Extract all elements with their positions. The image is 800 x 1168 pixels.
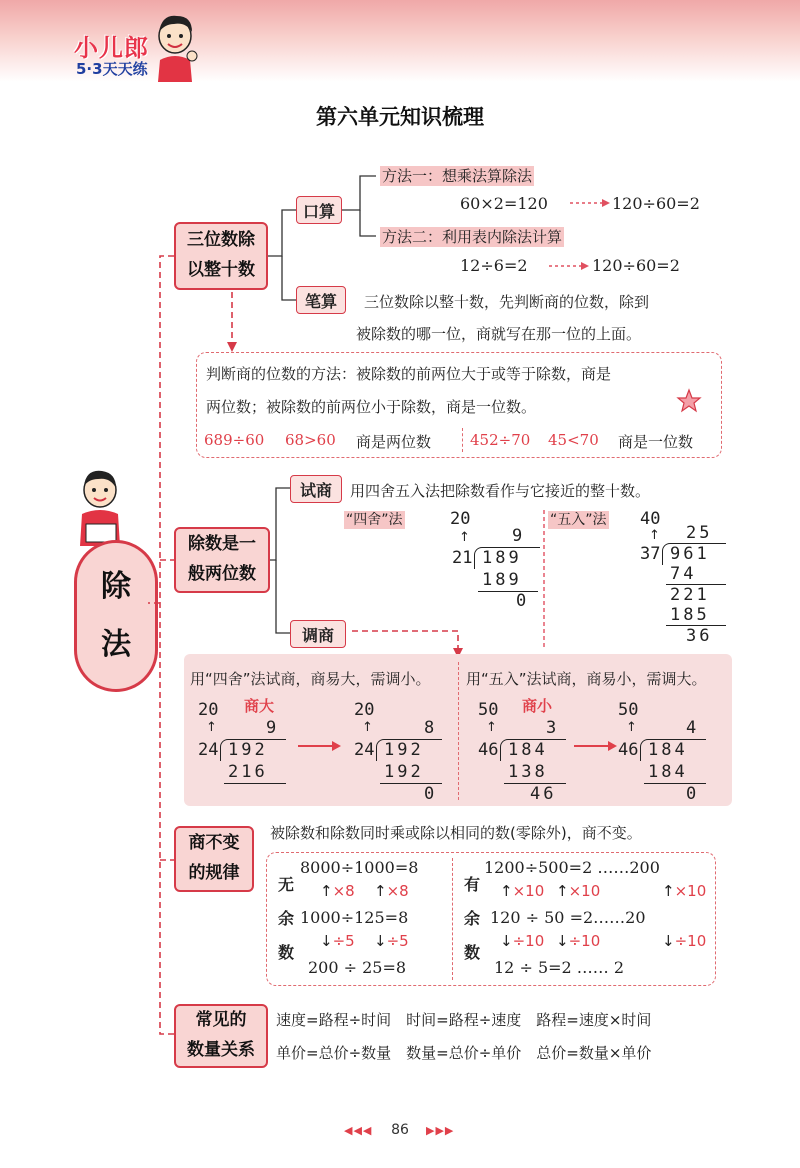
al2-dividend: 192 [384,740,424,760]
left-eq3: 200 ÷ 25=8 [308,958,407,977]
has-rem-char2: 余 [464,909,481,928]
next-arrows-icon: ▶▶▶ [426,1124,455,1137]
node3-line2: 的规律 [188,863,240,883]
quotient-too-big-label: 商大 [244,697,275,715]
right-eq3: 12 ÷ 5=2 …… 2 [494,958,625,977]
tag-adjust-quotient: 调商 [290,620,346,648]
rule-line1: 判断商的位数的方法：被除数的前两位大于或等于除数，商是 [206,365,612,383]
right-op2a: ↓÷10 [500,932,545,950]
written-text-line2: 被除数的哪一位，商就写在那一位的上面。 [356,325,642,343]
written-text-line1: 三位数除以整十数，先判断商的位数，除到 [364,293,650,311]
invariance-text: 被除数和除数同时乘或除以相同的数(零除外)，商不变。 [270,824,642,842]
page-number: 86 [391,1122,409,1138]
left-adjust-arrow-icon [296,738,342,754]
ar2-remainder: 0 [686,784,697,804]
ru-remainder1: 221 [670,585,710,605]
node2-line1: 除数是一 [188,534,256,555]
no-rem-char3: 数 [278,943,295,962]
al1-quotient: 9 [266,718,277,738]
relations-row1: 速度=路程÷时间 时间=路程÷速度 路程=速度×时间 [276,1011,652,1029]
tag-written-calc: 笔算 [296,286,346,314]
ar2-product: 184 [648,762,688,782]
has-rem-char1: 有 [464,875,481,894]
node-quantity-relations [174,1004,268,1068]
al2-quotient: 8 [424,718,435,738]
al2-remainder: 0 [424,784,435,804]
example-left-expr: 689÷60 [204,431,265,449]
al2-divisor: 24 [354,740,375,760]
ru-estimate: 40 [640,509,661,529]
method1-label [380,165,534,186]
ar1-dividend: 184 [508,740,548,760]
adjust-right-text: 用“五入”法试商，商易小，需调大。 [466,670,707,688]
right-op1a-text: ×10 [512,882,545,900]
ar2-line [644,783,706,784]
rd-product: 189 [482,570,522,590]
al1-divisor: 24 [198,740,219,760]
round-up-label [548,509,609,529]
ar1-quotient: 3 [546,718,557,738]
ar2-dividend: 184 [648,740,688,760]
right-op1a: ↑×10 [500,882,545,900]
adjust-left-text: 用“四舍”法试商，商易大，需调小。 [190,670,431,688]
has-remainder-label [464,868,480,970]
tag-trial-quotient: 试商 [290,475,342,503]
ar1-product: 138 [508,762,548,782]
left-op2a: ↓÷5 [320,932,355,950]
example-left-result: 商是两位数 [356,433,432,451]
left-op1a: ↑×8 [320,882,355,900]
quotient-too-small-label: 商小 [522,697,553,715]
node1-line1: 三位数除 [187,230,255,251]
node-general-two-digit-divisor [174,527,270,593]
left-op2a-text: ÷5 [332,932,355,950]
node2-line2: 般两位数 [188,564,256,584]
rd-remainder: 0 [516,591,527,611]
rd-line [478,591,538,592]
ar2-quotient: 4 [686,718,697,738]
right-eq1: 1200÷500=2 ……200 [484,858,660,877]
ru-up-arrow-icon: ↑ [649,528,660,543]
rd-divisor: 21 [452,548,473,568]
right-op1b: ↑×10 [556,882,601,900]
no-rem-char1: 无 [278,875,295,894]
left-op2b: ↓÷5 [374,932,409,950]
rd-quotient: 9 [512,526,523,546]
star-icon [676,388,702,414]
node4-line1: 常见的 [195,1010,247,1031]
brand-subtitle: 5·3天天练 [76,60,148,78]
method1-label-text: 方法一：想乘法算除法 [382,167,533,185]
method1-eq2: 120÷60=2 [612,194,700,213]
ar1-divisor: 46 [478,740,499,760]
al1-product: 216 [228,762,268,782]
rule-line2: 两位数；被除数的前两位小于除数，商是一位数。 [206,398,537,416]
right-adjust-arrow-icon [572,738,618,754]
main-topic-line1: 除 [101,569,131,604]
rd-up-arrow-icon: ↑ [459,530,470,545]
ar2-divisor: 46 [618,740,639,760]
node-three-digit-by-tens [174,222,268,290]
no-remainder-label [278,868,294,970]
ar2-estimate: 50 [618,700,639,720]
left-op1b-text: ×8 [386,882,409,900]
node3-line1: 商不变 [188,833,240,854]
left-op1a-text: ×8 [332,882,355,900]
node-quotient-invariance [174,826,254,892]
example-right-result: 商是一位数 [618,433,694,451]
ru-quotient: 25 [686,523,713,543]
example-left-compare: 68>60 [285,431,336,449]
ar1-remainder: 46 [530,784,557,804]
ru-product1: 74 [670,564,697,584]
no-rem-char2: 余 [278,909,295,928]
node1-line2: 以整十数 [187,260,255,280]
al2-up-arrow-icon: ↑ [362,720,373,735]
example-right-compare: 45<70 [548,431,599,449]
al1-estimate: 20 [198,700,219,720]
ru-dividend: 961 [670,544,710,564]
rd-estimate: 20 [450,509,471,529]
brand-logo: 小儿郎 [74,34,149,62]
trial-text: 用四舍五入法把除数看作与它接近的整十数。 [350,482,651,500]
ru-product2: 185 [670,605,710,625]
method2-label [380,226,564,247]
rd-dividend: 189 [482,548,522,568]
round-down-label-text: “四舍”法 [346,512,403,528]
right-op2c-text: ÷10 [674,932,707,950]
relations-row2: 单价=总价÷数量 数量=总价÷单价 总价=数量×单价 [276,1044,652,1062]
tag-oral-calc: 口算 [296,196,342,224]
right-op2b-text: ÷10 [568,932,601,950]
al2-product: 192 [384,762,424,782]
has-rem-char3: 数 [464,943,481,962]
method2-label-text: 方法二：利用表内除法计算 [382,228,563,246]
left-op2b-text: ÷5 [386,932,409,950]
right-op2b: ↓÷10 [556,932,601,950]
ru-remainder2: 36 [686,626,713,646]
al1-dividend: 192 [228,740,268,760]
ar1-estimate: 50 [478,700,499,720]
left-eq1: 8000÷1000=8 [300,858,419,877]
example-divider [462,428,463,452]
method1-eq1: 60×2=120 [460,194,548,213]
al1-line [224,783,286,784]
right-op1b-text: ×10 [568,882,601,900]
right-op2c: ↓÷10 [662,932,707,950]
right-op2a-text: ÷10 [512,932,545,950]
method2-eq2: 120÷60=2 [592,256,680,275]
right-eq2: 120 ÷ 50 =2……20 [490,908,646,927]
method2-eq1: 12÷6=2 [460,256,528,275]
node4-line2: 数量关系 [187,1040,255,1060]
left-op1b: ↑×8 [374,882,409,900]
left-eq2: 1000÷125=8 [300,908,409,927]
round-up-label-text: “五入”法 [550,512,607,528]
page-title: 第六单元知识梳理 [316,105,484,129]
ar1-up-arrow-icon: ↑ [486,720,497,735]
round-down-label [344,509,405,529]
right-op1c-text: ×10 [674,882,707,900]
right-op1c: ↑×10 [662,882,707,900]
ru-divisor: 37 [640,544,661,564]
example-right-expr: 452÷70 [470,431,531,449]
invariance-divider [452,858,453,980]
ar2-up-arrow-icon: ↑ [626,720,637,735]
prev-arrows-icon: ◀◀◀ [344,1124,373,1137]
main-topic-line2: 法 [101,627,131,662]
al2-estimate: 20 [354,700,375,720]
al1-up-arrow-icon: ↑ [206,720,217,735]
adjust-divider [458,662,459,800]
